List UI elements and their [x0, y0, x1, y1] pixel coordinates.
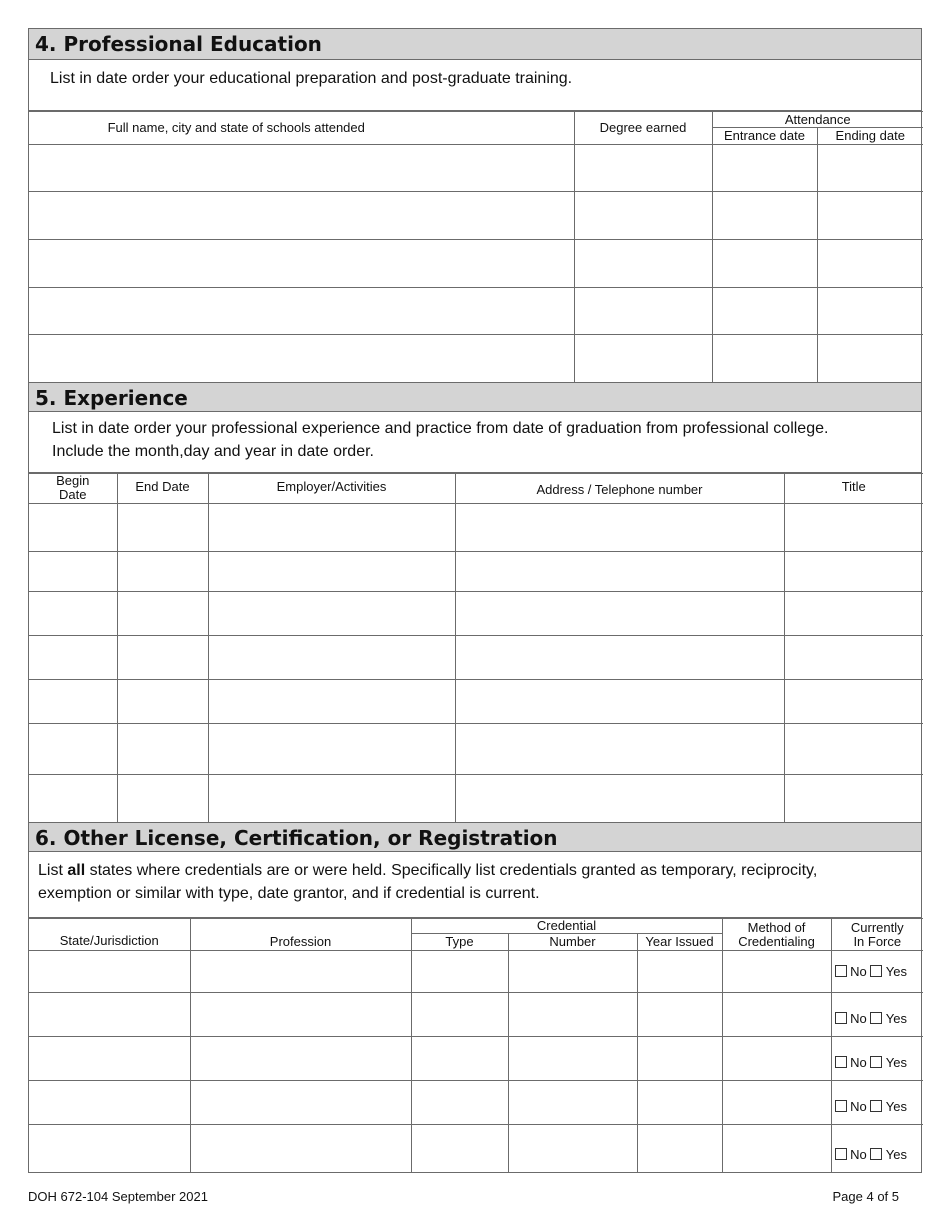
experience-begin-cell: [29, 774, 117, 822]
education-ending-input[interactable]: [818, 302, 924, 321]
in-force-yes-label: Yes: [885, 1011, 908, 1026]
license-number-input[interactable]: [509, 1093, 637, 1112]
experience-employer-input[interactable]: [209, 692, 455, 711]
education-ending-cell: [817, 145, 923, 192]
license-type-input[interactable]: [412, 962, 508, 981]
license-method-input[interactable]: [723, 1049, 831, 1068]
license-number-cell: [508, 1081, 637, 1125]
experience-row: [29, 679, 923, 723]
education-row: [29, 145, 923, 192]
experience-begin-input[interactable]: [29, 604, 117, 623]
license-method-cell: [722, 1125, 831, 1172]
experience-employer-cell: [208, 774, 455, 822]
in-force-yes-checkbox[interactable]: [870, 1012, 882, 1024]
experience-begin-input[interactable]: [29, 562, 117, 581]
license-row: [29, 1081, 923, 1125]
experience-begin-cell: [29, 551, 117, 591]
license-year-input[interactable]: [638, 1049, 722, 1068]
experience-address-cell: [455, 723, 784, 774]
experience-end-input[interactable]: [118, 648, 208, 667]
license-in-force-cell: [831, 951, 923, 993]
education-row: [29, 288, 923, 335]
education-entrance-cell: [712, 145, 817, 192]
education-header-attendance: Attendance: [712, 112, 923, 128]
education-school-cell: [29, 192, 574, 240]
education-ending-cell: [817, 240, 923, 288]
education-degree-input[interactable]: [575, 254, 712, 273]
experience-employer-cell: [208, 591, 455, 635]
in-force-no-label: No: [850, 1146, 867, 1162]
in-force-yes-checkbox[interactable]: [870, 1056, 882, 1068]
license-state-cell: [29, 951, 190, 993]
in-force-no-checkbox[interactable]: [835, 1100, 847, 1112]
in-force-no-checkbox[interactable]: [835, 965, 847, 977]
license-header-force-line1: Currently: [850, 919, 904, 935]
in-force-no-checkbox[interactable]: [835, 1056, 847, 1068]
license-instructions: [29, 852, 921, 918]
experience-address-input[interactable]: [456, 739, 784, 758]
license-state-input[interactable]: [29, 1049, 190, 1068]
section-6-heading: 6. Other License, Certification, or Registration: [29, 822, 921, 852]
experience-title-cell: [784, 774, 923, 822]
license-header-method-line1: Method of: [747, 919, 806, 935]
experience-address-input[interactable]: [456, 789, 784, 808]
experience-begin-cell: [29, 503, 117, 551]
license-type-input[interactable]: [412, 1049, 508, 1068]
license-year-cell: [637, 993, 722, 1037]
education-ending-input[interactable]: [818, 349, 924, 368]
education-ending-input[interactable]: [818, 159, 924, 178]
experience-address-input[interactable]: [456, 562, 784, 581]
experience-end-input[interactable]: [118, 692, 208, 711]
license-header-credential: Credential: [411, 919, 722, 934]
experience-row: [29, 723, 923, 774]
experience-begin-cell: [29, 635, 117, 679]
in-force-yes-label: Yes: [885, 1055, 908, 1070]
license-profession-cell: [190, 1125, 411, 1172]
education-entrance-input[interactable]: [713, 159, 817, 178]
in-force-yes-checkbox[interactable]: [870, 965, 882, 977]
license-header-year: Year Issued: [637, 934, 722, 951]
education-degree-cell: [574, 240, 712, 288]
license-number-cell: [508, 993, 637, 1037]
license-header-type: Type: [411, 934, 508, 951]
license-in-force-cell: [831, 1037, 923, 1081]
experience-address-cell: [455, 635, 784, 679]
experience-table: [29, 473, 923, 823]
education-header-ending: Ending date: [817, 128, 923, 145]
education-row: [29, 335, 923, 382]
in-force-yes-label: Yes: [885, 1099, 908, 1114]
experience-header-title: Title: [784, 473, 923, 503]
license-header-profession: Profession: [190, 919, 411, 951]
experience-instructions: [29, 412, 921, 473]
in-force-no-label: No: [850, 1099, 867, 1114]
in-force-no-checkbox[interactable]: [835, 1148, 847, 1160]
experience-address-cell: [455, 591, 784, 635]
license-type-cell: [411, 951, 508, 993]
experience-address-cell: [455, 774, 784, 822]
education-school-input[interactable]: [29, 349, 574, 368]
experience-header-end: End Date: [117, 473, 208, 503]
experience-employer-input[interactable]: [209, 739, 455, 758]
experience-end-cell: [117, 635, 208, 679]
education-entrance-input[interactable]: [713, 254, 817, 273]
education-entrance-cell: [712, 192, 817, 240]
education-degree-input[interactable]: [575, 349, 712, 368]
license-type-input[interactable]: [412, 1139, 508, 1158]
experience-employer-input[interactable]: [209, 789, 455, 808]
experience-address-cell: [455, 503, 784, 551]
experience-employer-input[interactable]: [209, 518, 455, 537]
experience-title-input[interactable]: [785, 518, 924, 537]
license-state-cell: [29, 993, 190, 1037]
education-degree-cell: [574, 145, 712, 192]
license-header-force: [831, 919, 923, 951]
experience-header-begin-line2: Date: [59, 487, 87, 502]
license-profession-cell: [190, 951, 411, 993]
license-profession-input[interactable]: [191, 1093, 411, 1112]
experience-title-cell: [784, 679, 923, 723]
experience-end-cell: [117, 551, 208, 591]
experience-end-cell: [117, 774, 208, 822]
experience-begin-input[interactable]: [29, 648, 117, 667]
experience-address-input[interactable]: [456, 604, 784, 623]
education-entrance-cell: [712, 288, 817, 335]
education-school-input[interactable]: [29, 254, 574, 273]
experience-title-input[interactable]: [785, 562, 924, 581]
license-year-input[interactable]: [638, 1005, 722, 1024]
license-header-force-line2: In Force: [853, 933, 902, 949]
experience-title-cell: [784, 551, 923, 591]
education-ending-cell: [817, 335, 923, 382]
education-degree-cell: [574, 192, 712, 240]
education-header-school: Full name, city and state of schools attended: [29, 112, 574, 145]
experience-employer-input[interactable]: [209, 562, 455, 581]
license-profession-input[interactable]: [191, 1049, 411, 1068]
education-row: [29, 240, 923, 288]
experience-end-input[interactable]: [118, 562, 208, 581]
in-force-no-checkbox[interactable]: [835, 1012, 847, 1024]
license-number-input[interactable]: [509, 1049, 637, 1068]
license-state-cell: [29, 1125, 190, 1172]
license-profession-cell: [190, 1081, 411, 1125]
license-instructions-line1: [38, 859, 921, 882]
experience-begin-input[interactable]: [29, 739, 117, 758]
license-header-method-line2: Credentialing: [738, 933, 815, 949]
license-instructions-line2: exemption or similar with type, date grantor, and if credential is current.: [38, 885, 540, 902]
license-number-input[interactable]: [509, 1139, 637, 1158]
license-number-cell: [508, 1037, 637, 1081]
license-instr-rest: states where credentials are or were held. Specifically list credentials granted as temporary, reciprocity,: [85, 862, 818, 879]
license-year-input[interactable]: [638, 962, 722, 981]
education-entrance-cell: [712, 335, 817, 382]
experience-title-cell: [784, 723, 923, 774]
education-entrance-input[interactable]: [713, 206, 817, 225]
experience-row: [29, 591, 923, 635]
experience-begin-input[interactable]: [29, 518, 117, 537]
license-type-cell: [411, 1037, 508, 1081]
experience-address-cell: [455, 551, 784, 591]
license-method-cell: [722, 1037, 831, 1081]
in-force-yes-checkbox[interactable]: [870, 1148, 882, 1160]
license-method-cell: [722, 993, 831, 1037]
in-force-yes-label: Yes: [885, 1146, 908, 1162]
license-row: [29, 1125, 923, 1172]
experience-employer-cell: [208, 503, 455, 551]
experience-begin-cell: [29, 591, 117, 635]
license-header-state: State/Jurisdiction: [29, 919, 190, 951]
experience-instructions-line1: List in date order your professional experience and practice from date of graduation from professional college.: [52, 419, 829, 437]
section-4-heading: 4. Professional Education: [29, 29, 921, 60]
education-ending-cell: [817, 288, 923, 335]
license-profession-input[interactable]: [191, 1139, 411, 1158]
license-row: [29, 951, 923, 993]
experience-begin-input[interactable]: [29, 789, 117, 808]
license-method-input[interactable]: [723, 1139, 831, 1158]
experience-employer-cell: [208, 723, 455, 774]
license-state-input[interactable]: [29, 962, 190, 981]
license-year-input[interactable]: [638, 1093, 722, 1112]
experience-begin-input[interactable]: [29, 692, 117, 711]
license-state-input[interactable]: [29, 1139, 190, 1158]
license-method-cell: [722, 951, 831, 993]
license-row: [29, 1037, 923, 1081]
experience-row: [29, 551, 923, 591]
experience-employer-cell: [208, 635, 455, 679]
application-form: [28, 28, 922, 1173]
experience-instructions-line2: Include the month,day and year in date order.: [52, 442, 374, 460]
education-school-input[interactable]: [29, 159, 574, 178]
education-degree-cell: [574, 335, 712, 382]
experience-begin-cell: [29, 723, 117, 774]
education-ending-input[interactable]: [818, 206, 924, 225]
in-force-no-label: No: [850, 963, 867, 979]
experience-title-cell: [784, 503, 923, 551]
experience-employer-input[interactable]: [209, 648, 455, 667]
page-number: Page 4 of 5: [832, 1189, 899, 1204]
education-entrance-input[interactable]: [713, 349, 817, 368]
experience-title-input[interactable]: [785, 739, 924, 758]
experience-end-input[interactable]: [118, 739, 208, 758]
license-year-cell: [637, 951, 722, 993]
education-ending-input[interactable]: [818, 254, 924, 273]
license-type-cell: [411, 1081, 508, 1125]
experience-address-input[interactable]: [456, 648, 784, 667]
license-in-force-cell: [831, 1081, 923, 1125]
experience-employer-cell: [208, 679, 455, 723]
license-profession-input[interactable]: [191, 962, 411, 981]
experience-title-input[interactable]: [785, 789, 924, 808]
license-year-cell: [637, 1037, 722, 1081]
education-school-cell: [29, 335, 574, 382]
in-force-yes-label: Yes: [885, 963, 908, 979]
experience-header-address: Address / Telephone number: [455, 473, 784, 503]
experience-employer-input[interactable]: [209, 604, 455, 623]
education-school-input[interactable]: [29, 302, 574, 321]
experience-begin-cell: [29, 679, 117, 723]
in-force-no-label: No: [850, 1011, 867, 1026]
education-table: [29, 111, 923, 382]
education-header-entrance: Entrance date: [712, 128, 817, 145]
education-degree-input[interactable]: [575, 302, 712, 321]
experience-title-cell: [784, 591, 923, 635]
education-entrance-input[interactable]: [713, 302, 817, 321]
license-header-number: Number: [508, 934, 637, 951]
experience-address-cell: [455, 679, 784, 723]
experience-title-input[interactable]: [785, 604, 924, 623]
license-type-cell: [411, 993, 508, 1037]
license-year-input[interactable]: [638, 1139, 722, 1158]
experience-end-cell: [117, 591, 208, 635]
license-profession-input[interactable]: [191, 1005, 411, 1024]
experience-header-begin-line1: Begin: [56, 473, 90, 488]
experience-row: [29, 635, 923, 679]
experience-address-input[interactable]: [456, 692, 784, 711]
license-number-input[interactable]: [509, 962, 637, 981]
license-header-method: [722, 919, 831, 951]
license-number-cell: [508, 951, 637, 993]
license-in-force-cell: [831, 993, 923, 1037]
license-year-cell: [637, 1081, 722, 1125]
experience-header-begin: [29, 473, 117, 503]
license-state-cell: [29, 1037, 190, 1081]
license-instr-bold: all: [67, 862, 86, 879]
in-force-yes-checkbox[interactable]: [870, 1100, 882, 1112]
education-degree-input[interactable]: [575, 206, 712, 225]
experience-title-cell: [784, 635, 923, 679]
education-school-cell: [29, 240, 574, 288]
experience-employer-cell: [208, 551, 455, 591]
education-entrance-cell: [712, 240, 817, 288]
license-method-input[interactable]: [723, 1005, 831, 1024]
education-school-cell: [29, 145, 574, 192]
experience-title-input[interactable]: [785, 692, 924, 711]
license-number-cell: [508, 1125, 637, 1172]
education-school-cell: [29, 288, 574, 335]
experience-end-input[interactable]: [118, 604, 208, 623]
license-profession-cell: [190, 993, 411, 1037]
in-force-no-label: No: [850, 1055, 867, 1070]
education-instructions: List in date order your educational preparation and post-graduate training.: [29, 60, 921, 111]
experience-end-cell: [117, 679, 208, 723]
license-in-force-cell: [831, 1125, 923, 1172]
experience-header-employer: Employer/Activities: [208, 473, 455, 503]
experience-end-cell: [117, 723, 208, 774]
education-ending-cell: [817, 192, 923, 240]
license-method-input[interactable]: [723, 1093, 831, 1112]
license-number-input[interactable]: [509, 1005, 637, 1024]
license-type-cell: [411, 1125, 508, 1172]
section-5-heading: 5. Experience: [29, 382, 921, 412]
experience-title-input[interactable]: [785, 648, 924, 667]
education-degree-cell: [574, 288, 712, 335]
license-method-cell: [722, 1081, 831, 1125]
experience-row: [29, 774, 923, 822]
license-method-input[interactable]: [723, 962, 831, 981]
license-state-input[interactable]: [29, 1005, 190, 1024]
license-table: [29, 918, 923, 1172]
education-header-degree: Degree earned: [574, 112, 712, 145]
license-type-input[interactable]: [412, 1093, 508, 1112]
experience-end-input[interactable]: [118, 789, 208, 808]
license-state-input[interactable]: [29, 1093, 190, 1112]
education-school-input[interactable]: [29, 206, 574, 225]
license-instr-prefix: List: [38, 862, 68, 879]
experience-end-input[interactable]: [118, 518, 208, 537]
license-state-cell: [29, 1081, 190, 1125]
license-year-cell: [637, 1125, 722, 1172]
experience-address-input[interactable]: [456, 518, 784, 537]
form-id: DOH 672-104 September 2021: [28, 1189, 208, 1204]
education-row: [29, 192, 923, 240]
education-degree-input[interactable]: [575, 159, 712, 178]
experience-end-cell: [117, 503, 208, 551]
license-row: [29, 993, 923, 1037]
license-type-input[interactable]: [412, 1005, 508, 1024]
experience-row: [29, 503, 923, 551]
license-profession-cell: [190, 1037, 411, 1081]
